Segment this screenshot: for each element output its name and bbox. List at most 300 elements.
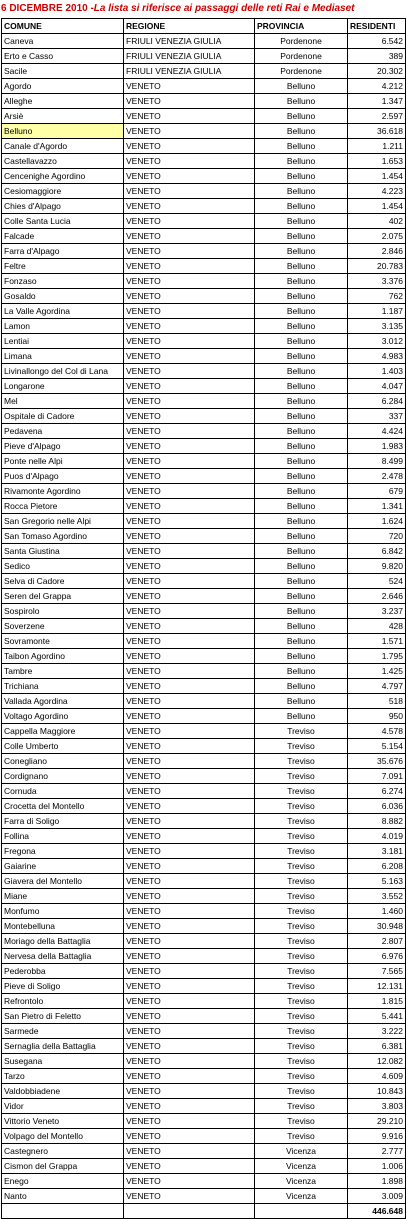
- residenti-cell[interactable]: 5.163: [348, 874, 406, 889]
- provincia-cell[interactable]: Vicenza: [255, 1144, 348, 1159]
- regione-cell[interactable]: VENETO: [124, 394, 255, 409]
- residenti-cell[interactable]: 1.347: [348, 94, 406, 109]
- regione-cell[interactable]: VENETO: [124, 289, 255, 304]
- provincia-cell[interactable]: Treviso: [255, 859, 348, 874]
- residenti-cell[interactable]: 20.783: [348, 259, 406, 274]
- provincia-cell[interactable]: Treviso: [255, 1039, 348, 1054]
- comune-cell[interactable]: Pedavena: [2, 424, 124, 439]
- provincia-cell[interactable]: Treviso: [255, 784, 348, 799]
- residenti-cell[interactable]: 1.795: [348, 649, 406, 664]
- provincia-cell[interactable]: Belluno: [255, 499, 348, 514]
- residenti-cell[interactable]: 6.284: [348, 394, 406, 409]
- comune-cell[interactable]: Taibon Agordino: [2, 649, 124, 664]
- comune-cell[interactable]: Colle Umberto: [2, 739, 124, 754]
- table-cell[interactable]: [2, 1204, 124, 1219]
- residenti-cell[interactable]: 6.036: [348, 799, 406, 814]
- regione-cell[interactable]: VENETO: [124, 514, 255, 529]
- comune-cell[interactable]: Fregona: [2, 844, 124, 859]
- residenti-cell[interactable]: 4.609: [348, 1069, 406, 1084]
- provincia-cell[interactable]: Belluno: [255, 349, 348, 364]
- provincia-cell[interactable]: Belluno: [255, 184, 348, 199]
- provincia-cell[interactable]: Belluno: [255, 79, 348, 94]
- provincia-cell[interactable]: Treviso: [255, 1069, 348, 1084]
- provincia-cell[interactable]: Vicenza: [255, 1159, 348, 1174]
- regione-cell[interactable]: VENETO: [124, 1114, 255, 1129]
- residenti-cell[interactable]: 4.578: [348, 724, 406, 739]
- residenti-cell[interactable]: 3.803: [348, 1099, 406, 1114]
- residenti-cell[interactable]: 1.898: [348, 1174, 406, 1189]
- provincia-cell[interactable]: Belluno: [255, 169, 348, 184]
- residenti-cell[interactable]: 3.009: [348, 1189, 406, 1204]
- comune-cell[interactable]: Crocetta del Montello: [2, 799, 124, 814]
- residenti-cell[interactable]: 1.460: [348, 904, 406, 919]
- residenti-cell[interactable]: 2.075: [348, 229, 406, 244]
- residenti-cell[interactable]: 9.916: [348, 1129, 406, 1144]
- residenti-cell[interactable]: 3.222: [348, 1024, 406, 1039]
- comune-cell[interactable]: Gaiarine: [2, 859, 124, 874]
- residenti-cell[interactable]: 36.618: [348, 124, 406, 139]
- provincia-cell[interactable]: Treviso: [255, 1129, 348, 1144]
- provincia-cell[interactable]: Belluno: [255, 469, 348, 484]
- provincia-cell[interactable]: Treviso: [255, 829, 348, 844]
- comune-cell[interactable]: Pieve di Soligo: [2, 979, 124, 994]
- residenti-cell[interactable]: 1.454: [348, 199, 406, 214]
- provincia-cell[interactable]: Belluno: [255, 709, 348, 724]
- total-residenti[interactable]: 446.648: [348, 1204, 406, 1219]
- residenti-cell[interactable]: 2.478: [348, 469, 406, 484]
- provincia-cell[interactable]: Treviso: [255, 949, 348, 964]
- provincia-cell[interactable]: Treviso: [255, 979, 348, 994]
- provincia-cell[interactable]: Treviso: [255, 799, 348, 814]
- column-header-provincia[interactable]: PROVINCIA: [255, 19, 348, 34]
- residenti-cell[interactable]: 4.223: [348, 184, 406, 199]
- residenti-cell[interactable]: 402: [348, 214, 406, 229]
- regione-cell[interactable]: VENETO: [124, 439, 255, 454]
- comune-cell[interactable]: Valdobbiadene: [2, 1084, 124, 1099]
- comune-cell[interactable]: Conegliano: [2, 754, 124, 769]
- comune-cell[interactable]: Cesiomaggiore: [2, 184, 124, 199]
- comune-cell[interactable]: Sedico: [2, 559, 124, 574]
- residenti-cell[interactable]: 720: [348, 529, 406, 544]
- residenti-cell[interactable]: 4.797: [348, 679, 406, 694]
- residenti-cell[interactable]: 12.131: [348, 979, 406, 994]
- provincia-cell[interactable]: Belluno: [255, 409, 348, 424]
- residenti-cell[interactable]: 5.441: [348, 1009, 406, 1024]
- residenti-cell[interactable]: 3.552: [348, 889, 406, 904]
- column-header-regione[interactable]: REGIONE: [124, 19, 255, 34]
- comune-cell[interactable]: Miane: [2, 889, 124, 904]
- regione-cell[interactable]: VENETO: [124, 859, 255, 874]
- regione-cell[interactable]: VENETO: [124, 469, 255, 484]
- provincia-cell[interactable]: Treviso: [255, 1009, 348, 1024]
- comune-cell[interactable]: Falcade: [2, 229, 124, 244]
- regione-cell[interactable]: VENETO: [124, 379, 255, 394]
- regione-cell[interactable]: VENETO: [124, 649, 255, 664]
- residenti-cell[interactable]: 2.807: [348, 934, 406, 949]
- residenti-cell[interactable]: 2.777: [348, 1144, 406, 1159]
- comune-cell[interactable]: La Valle Agordina: [2, 304, 124, 319]
- regione-cell[interactable]: VENETO: [124, 994, 255, 1009]
- comune-cell[interactable]: Enego: [2, 1174, 124, 1189]
- residenti-cell[interactable]: 6.274: [348, 784, 406, 799]
- regione-cell[interactable]: FRIULI VENEZIA GIULIA: [124, 64, 255, 79]
- residenti-cell[interactable]: 9.820: [348, 559, 406, 574]
- regione-cell[interactable]: VENETO: [124, 199, 255, 214]
- residenti-cell[interactable]: 6.208: [348, 859, 406, 874]
- regione-cell[interactable]: VENETO: [124, 499, 255, 514]
- comune-cell[interactable]: San Gregorio nelle Alpi: [2, 514, 124, 529]
- provincia-cell[interactable]: Belluno: [255, 634, 348, 649]
- comune-cell[interactable]: Susegana: [2, 1054, 124, 1069]
- comune-cell[interactable]: Farra di Soligo: [2, 814, 124, 829]
- residenti-cell[interactable]: 1.211: [348, 139, 406, 154]
- regione-cell[interactable]: VENETO: [124, 274, 255, 289]
- residenti-cell[interactable]: 1.454: [348, 169, 406, 184]
- comune-cell[interactable]: Puos d'Alpago: [2, 469, 124, 484]
- residenti-cell[interactable]: 1.983: [348, 439, 406, 454]
- residenti-cell[interactable]: 35.676: [348, 754, 406, 769]
- comune-cell[interactable]: Limana: [2, 349, 124, 364]
- regione-cell[interactable]: VENETO: [124, 739, 255, 754]
- comune-cell[interactable]: Follina: [2, 829, 124, 844]
- comune-cell[interactable]: Sospirolo: [2, 604, 124, 619]
- regione-cell[interactable]: VENETO: [124, 124, 255, 139]
- provincia-cell[interactable]: Belluno: [255, 364, 348, 379]
- regione-cell[interactable]: FRIULI VENEZIA GIULIA: [124, 34, 255, 49]
- provincia-cell[interactable]: Pordenone: [255, 49, 348, 64]
- comune-cell[interactable]: Sarmede: [2, 1024, 124, 1039]
- provincia-cell[interactable]: Belluno: [255, 274, 348, 289]
- comune-cell[interactable]: Canale d'Agordo: [2, 139, 124, 154]
- provincia-cell[interactable]: Treviso: [255, 724, 348, 739]
- residenti-cell[interactable]: 679: [348, 484, 406, 499]
- comune-cell[interactable]: Vittorio Veneto: [2, 1114, 124, 1129]
- regione-cell[interactable]: VENETO: [124, 424, 255, 439]
- comune-cell[interactable]: Giavera del Montello: [2, 874, 124, 889]
- residenti-cell[interactable]: 5.154: [348, 739, 406, 754]
- comune-cell[interactable]: Sovramonte: [2, 634, 124, 649]
- regione-cell[interactable]: VENETO: [124, 1039, 255, 1054]
- provincia-cell[interactable]: Treviso: [255, 934, 348, 949]
- comune-cell[interactable]: San Tomaso Agordino: [2, 529, 124, 544]
- regione-cell[interactable]: VENETO: [124, 349, 255, 364]
- provincia-cell[interactable]: Belluno: [255, 109, 348, 124]
- regione-cell[interactable]: VENETO: [124, 664, 255, 679]
- provincia-cell[interactable]: Belluno: [255, 214, 348, 229]
- provincia-cell[interactable]: Belluno: [255, 244, 348, 259]
- residenti-cell[interactable]: 1.187: [348, 304, 406, 319]
- residenti-cell[interactable]: 524: [348, 574, 406, 589]
- provincia-cell[interactable]: Belluno: [255, 259, 348, 274]
- provincia-cell[interactable]: Pordenone: [255, 64, 348, 79]
- regione-cell[interactable]: VENETO: [124, 214, 255, 229]
- regione-cell[interactable]: VENETO: [124, 304, 255, 319]
- regione-cell[interactable]: VENETO: [124, 139, 255, 154]
- regione-cell[interactable]: VENETO: [124, 529, 255, 544]
- comune-cell[interactable]: Chies d'Alpago: [2, 199, 124, 214]
- regione-cell[interactable]: VENETO: [124, 634, 255, 649]
- comune-cell[interactable]: Selva di Cadore: [2, 574, 124, 589]
- regione-cell[interactable]: VENETO: [124, 604, 255, 619]
- residenti-cell[interactable]: 1.403: [348, 364, 406, 379]
- regione-cell[interactable]: VENETO: [124, 904, 255, 919]
- regione-cell[interactable]: VENETO: [124, 319, 255, 334]
- regione-cell[interactable]: VENETO: [124, 1054, 255, 1069]
- residenti-cell[interactable]: 6.842: [348, 544, 406, 559]
- provincia-cell[interactable]: Treviso: [255, 994, 348, 1009]
- comune-cell[interactable]: Voltago Agordino: [2, 709, 124, 724]
- residenti-cell[interactable]: 4.212: [348, 79, 406, 94]
- residenti-cell[interactable]: 3.135: [348, 319, 406, 334]
- column-header-comune[interactable]: COMUNE: [2, 19, 124, 34]
- regione-cell[interactable]: VENETO: [124, 1099, 255, 1114]
- provincia-cell[interactable]: Belluno: [255, 574, 348, 589]
- provincia-cell[interactable]: Treviso: [255, 754, 348, 769]
- regione-cell[interactable]: VENETO: [124, 799, 255, 814]
- provincia-cell[interactable]: Belluno: [255, 94, 348, 109]
- residenti-cell[interactable]: 7.091: [348, 769, 406, 784]
- regione-cell[interactable]: VENETO: [124, 334, 255, 349]
- provincia-cell[interactable]: Belluno: [255, 514, 348, 529]
- residenti-cell[interactable]: 30.948: [348, 919, 406, 934]
- provincia-cell[interactable]: Belluno: [255, 694, 348, 709]
- regione-cell[interactable]: VENETO: [124, 259, 255, 274]
- regione-cell[interactable]: VENETO: [124, 559, 255, 574]
- comune-cell[interactable]: San Pietro di Feletto: [2, 1009, 124, 1024]
- comune-cell[interactable]: Vallada Agordina: [2, 694, 124, 709]
- provincia-cell[interactable]: Treviso: [255, 964, 348, 979]
- regione-cell[interactable]: VENETO: [124, 754, 255, 769]
- provincia-cell[interactable]: Belluno: [255, 529, 348, 544]
- residenti-cell[interactable]: 2.646: [348, 589, 406, 604]
- comune-cell[interactable]: Trichiana: [2, 679, 124, 694]
- comune-cell[interactable]: Santa Giustina: [2, 544, 124, 559]
- comune-cell[interactable]: Agordo: [2, 79, 124, 94]
- regione-cell[interactable]: VENETO: [124, 1009, 255, 1024]
- residenti-cell[interactable]: 518: [348, 694, 406, 709]
- residenti-cell[interactable]: 1.571: [348, 634, 406, 649]
- comune-cell[interactable]: Montebelluna: [2, 919, 124, 934]
- regione-cell[interactable]: VENETO: [124, 364, 255, 379]
- provincia-cell[interactable]: Belluno: [255, 589, 348, 604]
- regione-cell[interactable]: VENETO: [124, 934, 255, 949]
- regione-cell[interactable]: VENETO: [124, 409, 255, 424]
- residenti-cell[interactable]: 3.181: [348, 844, 406, 859]
- comune-cell[interactable]: Tambre: [2, 664, 124, 679]
- residenti-cell[interactable]: 3.237: [348, 604, 406, 619]
- comune-cell[interactable]: Ospitale di Cadore: [2, 409, 124, 424]
- regione-cell[interactable]: VENETO: [124, 169, 255, 184]
- regione-cell[interactable]: VENETO: [124, 709, 255, 724]
- provincia-cell[interactable]: Belluno: [255, 424, 348, 439]
- comune-cell[interactable]: Cappella Maggiore: [2, 724, 124, 739]
- provincia-cell[interactable]: Belluno: [255, 229, 348, 244]
- comune-cell[interactable]: Rocca Pietore: [2, 499, 124, 514]
- regione-cell[interactable]: VENETO: [124, 844, 255, 859]
- provincia-cell[interactable]: Treviso: [255, 1024, 348, 1039]
- regione-cell[interactable]: VENETO: [124, 784, 255, 799]
- residenti-cell[interactable]: 4.983: [348, 349, 406, 364]
- provincia-cell[interactable]: Vicenza: [255, 1189, 348, 1204]
- comune-cell[interactable]: Erto e Casso: [2, 49, 124, 64]
- comune-cell[interactable]: Lamon: [2, 319, 124, 334]
- comune-cell[interactable]: Monfumo: [2, 904, 124, 919]
- regione-cell[interactable]: VENETO: [124, 454, 255, 469]
- comune-cell[interactable]: Belluno: [2, 124, 124, 139]
- regione-cell[interactable]: VENETO: [124, 544, 255, 559]
- residenti-cell[interactable]: 1.425: [348, 664, 406, 679]
- column-header-residenti[interactable]: RESIDENTI: [348, 19, 406, 34]
- comune-cell[interactable]: Mel: [2, 394, 124, 409]
- regione-cell[interactable]: VENETO: [124, 769, 255, 784]
- comune-cell[interactable]: Seren del Grappa: [2, 589, 124, 604]
- regione-cell[interactable]: VENETO: [124, 979, 255, 994]
- provincia-cell[interactable]: Treviso: [255, 1114, 348, 1129]
- residenti-cell[interactable]: 6.976: [348, 949, 406, 964]
- provincia-cell[interactable]: Treviso: [255, 1054, 348, 1069]
- provincia-cell[interactable]: Belluno: [255, 379, 348, 394]
- provincia-cell[interactable]: Belluno: [255, 664, 348, 679]
- residenti-cell[interactable]: 6.381: [348, 1039, 406, 1054]
- provincia-cell[interactable]: Treviso: [255, 739, 348, 754]
- comune-cell[interactable]: Feltre: [2, 259, 124, 274]
- comune-cell[interactable]: Refrontolo: [2, 994, 124, 1009]
- regione-cell[interactable]: VENETO: [124, 589, 255, 604]
- comune-cell[interactable]: Pederobba: [2, 964, 124, 979]
- regione-cell[interactable]: VENETO: [124, 1084, 255, 1099]
- regione-cell[interactable]: VENETO: [124, 724, 255, 739]
- provincia-cell[interactable]: Vicenza: [255, 1174, 348, 1189]
- regione-cell[interactable]: VENETO: [124, 484, 255, 499]
- regione-cell[interactable]: VENETO: [124, 829, 255, 844]
- residenti-cell[interactable]: 7.565: [348, 964, 406, 979]
- residenti-cell[interactable]: 2.597: [348, 109, 406, 124]
- provincia-cell[interactable]: Belluno: [255, 619, 348, 634]
- residenti-cell[interactable]: 20.302: [348, 64, 406, 79]
- regione-cell[interactable]: VENETO: [124, 874, 255, 889]
- regione-cell[interactable]: VENETO: [124, 619, 255, 634]
- comune-cell[interactable]: Farra d'Alpago: [2, 244, 124, 259]
- residenti-cell[interactable]: 1.006: [348, 1159, 406, 1174]
- residenti-cell[interactable]: 428: [348, 619, 406, 634]
- regione-cell[interactable]: VENETO: [124, 1024, 255, 1039]
- comune-cell[interactable]: Nervesa della Battaglia: [2, 949, 124, 964]
- regione-cell[interactable]: VENETO: [124, 79, 255, 94]
- table-cell[interactable]: [255, 1204, 348, 1219]
- residenti-cell[interactable]: 3.376: [348, 274, 406, 289]
- comune-cell[interactable]: Nanto: [2, 1189, 124, 1204]
- comune-cell[interactable]: Castellavazzo: [2, 154, 124, 169]
- provincia-cell[interactable]: Treviso: [255, 919, 348, 934]
- regione-cell[interactable]: VENETO: [124, 154, 255, 169]
- comune-cell[interactable]: Longarone: [2, 379, 124, 394]
- regione-cell[interactable]: VENETO: [124, 574, 255, 589]
- provincia-cell[interactable]: Treviso: [255, 769, 348, 784]
- regione-cell[interactable]: VENETO: [124, 694, 255, 709]
- comune-cell[interactable]: Ponte nelle Alpi: [2, 454, 124, 469]
- provincia-cell[interactable]: Belluno: [255, 604, 348, 619]
- residenti-cell[interactable]: 4.019: [348, 829, 406, 844]
- provincia-cell[interactable]: Belluno: [255, 454, 348, 469]
- provincia-cell[interactable]: Belluno: [255, 679, 348, 694]
- provincia-cell[interactable]: Treviso: [255, 814, 348, 829]
- provincia-cell[interactable]: Pordenone: [255, 34, 348, 49]
- comune-cell[interactable]: Pieve d'Alpago: [2, 439, 124, 454]
- provincia-cell[interactable]: Belluno: [255, 304, 348, 319]
- provincia-cell[interactable]: Belluno: [255, 154, 348, 169]
- provincia-cell[interactable]: Belluno: [255, 139, 348, 154]
- provincia-cell[interactable]: Belluno: [255, 319, 348, 334]
- residenti-cell[interactable]: 29.210: [348, 1114, 406, 1129]
- comune-cell[interactable]: Alleghe: [2, 94, 124, 109]
- regione-cell[interactable]: VENETO: [124, 244, 255, 259]
- provincia-cell[interactable]: Treviso: [255, 889, 348, 904]
- comune-cell[interactable]: Soverzene: [2, 619, 124, 634]
- provincia-cell[interactable]: Belluno: [255, 394, 348, 409]
- residenti-cell[interactable]: 950: [348, 709, 406, 724]
- regione-cell[interactable]: VENETO: [124, 1144, 255, 1159]
- comune-cell[interactable]: Colle Santa Lucia: [2, 214, 124, 229]
- residenti-cell[interactable]: 10.843: [348, 1084, 406, 1099]
- comune-cell[interactable]: Castegnero: [2, 1144, 124, 1159]
- regione-cell[interactable]: VENETO: [124, 184, 255, 199]
- comune-cell[interactable]: Sacile: [2, 64, 124, 79]
- comune-cell[interactable]: Livinallongo del Col di Lana: [2, 364, 124, 379]
- comune-cell[interactable]: Gosaldo: [2, 289, 124, 304]
- provincia-cell[interactable]: Belluno: [255, 199, 348, 214]
- comune-cell[interactable]: Cismon del Grappa: [2, 1159, 124, 1174]
- regione-cell[interactable]: VENETO: [124, 964, 255, 979]
- regione-cell[interactable]: VENETO: [124, 949, 255, 964]
- comune-cell[interactable]: Volpago del Montello: [2, 1129, 124, 1144]
- provincia-cell[interactable]: Treviso: [255, 904, 348, 919]
- provincia-cell[interactable]: Belluno: [255, 334, 348, 349]
- residenti-cell[interactable]: 1.624: [348, 514, 406, 529]
- comune-cell[interactable]: Fonzaso: [2, 274, 124, 289]
- regione-cell[interactable]: VENETO: [124, 679, 255, 694]
- residenti-cell[interactable]: 1.815: [348, 994, 406, 1009]
- provincia-cell[interactable]: Belluno: [255, 124, 348, 139]
- regione-cell[interactable]: VENETO: [124, 1129, 255, 1144]
- regione-cell[interactable]: VENETO: [124, 109, 255, 124]
- residenti-cell[interactable]: 1.653: [348, 154, 406, 169]
- provincia-cell[interactable]: Treviso: [255, 1099, 348, 1114]
- regione-cell[interactable]: VENETO: [124, 1159, 255, 1174]
- provincia-cell[interactable]: Belluno: [255, 544, 348, 559]
- residenti-cell[interactable]: 2.846: [348, 244, 406, 259]
- regione-cell[interactable]: VENETO: [124, 94, 255, 109]
- regione-cell[interactable]: VENETO: [124, 1189, 255, 1204]
- regione-cell[interactable]: VENETO: [124, 229, 255, 244]
- regione-cell[interactable]: VENETO: [124, 1069, 255, 1084]
- residenti-cell[interactable]: 6.542: [348, 34, 406, 49]
- comune-cell[interactable]: Cornuda: [2, 784, 124, 799]
- provincia-cell[interactable]: Treviso: [255, 874, 348, 889]
- comune-cell[interactable]: Cordignano: [2, 769, 124, 784]
- regione-cell[interactable]: FRIULI VENEZIA GIULIA: [124, 49, 255, 64]
- regione-cell[interactable]: VENETO: [124, 889, 255, 904]
- regione-cell[interactable]: VENETO: [124, 1174, 255, 1189]
- residenti-cell[interactable]: 4.047: [348, 379, 406, 394]
- provincia-cell[interactable]: Treviso: [255, 1084, 348, 1099]
- comune-cell[interactable]: Moriago della Battaglia: [2, 934, 124, 949]
- comune-cell[interactable]: Vidor: [2, 1099, 124, 1114]
- comune-cell[interactable]: Lentiai: [2, 334, 124, 349]
- provincia-cell[interactable]: Belluno: [255, 439, 348, 454]
- comune-cell[interactable]: Cencenighe Agordino: [2, 169, 124, 184]
- residenti-cell[interactable]: 389: [348, 49, 406, 64]
- provincia-cell[interactable]: Belluno: [255, 484, 348, 499]
